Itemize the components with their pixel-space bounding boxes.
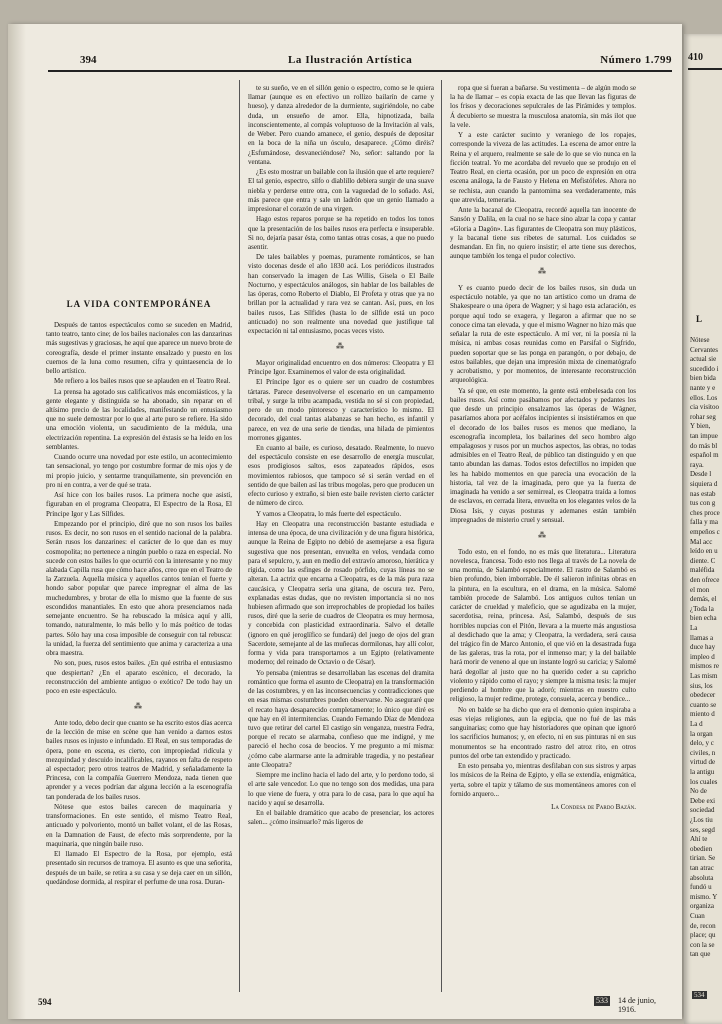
paragraph: Y es cuanto puedo decir de los bailes rusos, sin duda un espectáculo notable, ya que no tan artístico como un drama de Shakespeare o una ópera de Wagner; y si hago esta aclaración, es porque aquí todo se exagera, y llegaron a afirmar que no se conoce cima tan elevada, y que el mismo Wagner no hizo más que señalar la ruta de este espectáculo. A mí ver, ni la poesía ni la música, ni ambas cosas reunidas como en Parsifal o Sigfrido, pueden soportar que se las ponga en parangón, o por debajo, de estos bailables, que dejan una impresión mixta de cinematógrafo y acrobatismo, y por momentos, de interesante reconstrucción arqueológica. [450,284,636,385]
right-page-number: 410 [688,52,703,63]
right-page-line: con la se [690,940,715,949]
right-page-line: sius, los [690,681,713,690]
footer-date: 14 de junio, 1916. [618,996,656,1014]
right-page-line: organiza [690,902,714,911]
page-header [48,50,672,72]
paragraph: De tales bailables y poemas, puramente románticos, se han visto docenas desde el año 1830 acá. Los periódicos ilustrados han conservado la imagen de Las Willis, Gisela o El Baile Nocturno, y espectáculos análogos, sin hablar de los bailables de las óperas, como Roberto el Diablo, El Profeta y otras que ya no brillan por la actualidad y rara vez se cantan. Así, pues, en los bailes rusos, Las Sílfides (hasta lo de sílfide está un poco anticuado) no son realmente una novedad que justifique tal expectación ni tal entusiasmo, pocas veces visto. [248,253,434,336]
paragraph: Cuando ocurre una novedad por este estilo, un acontecimiento tan sensacional, yo tengo por costumbre formar de mis ojos y de mi propio juicio, y sentarme tranquilamente, sin prevención en pro ni en contra, a ver de qué se trata. [46,453,232,489]
right-page-line: bien bida [690,374,716,383]
right-page-line: ellos. Los [690,393,718,402]
section-divider-stars: ⁂ [336,342,346,352]
column-rule [239,80,240,992]
right-page-line: civiles, n [690,748,716,757]
right-page-line: mismos re [690,662,719,671]
right-page-line: español m [690,451,719,460]
right-page-line: ses, segd [690,825,715,834]
right-page-line: mismo. Y [690,892,718,901]
magazine-title: La Ilustración Artística [288,54,413,66]
paragraph: Empezando por el principio, diré que no son rusos los bailes rusos. Es decir, no son rusos en el sentido nacional de la palabra. Serán rusos los danzarines: el carácter de lo que dan es muy cosmopolita; no pertenece a ningún pueblo o raza en especial. No sucede con estos bailes lo que ocurrió con la interesante y no muy alabada Capilla rusa que cómo hace años, creo que en el Teatro de la Zarzuela. Aquella música y aquellos cantos tenían el fuerte y hondo sabor popular que parece impregnar el alma de las muchedumbres, y brotar de ella lo mismo que la fuente de sus escondidos manantiales. En esto que ahora presenciamos nada semejante encuentro. Se ha rebuscado la música aquí y allí, tomando, naturalmente, lo más bello y lo más poético de todas partes. Sólo hay una cosa imposible de conseguir con tal rebusca: la unidad, la fuerza del sentimiento que anima y caracteriza a una obra maestra. [46,519,232,658]
right-page-line: maléfida [690,566,715,575]
page-footer [18,995,672,1013]
right-page-line: impleo d [690,652,715,661]
section-divider-stars: ⁂ [538,267,548,277]
right-page-line: ¿Los tiu [690,816,713,824]
footer-page-number: 594 [38,997,52,1007]
right-page-line: bien echa [690,614,717,623]
right-page-line: obedien [690,844,713,853]
right-page-line: llamas a [690,633,714,642]
right-page-line: Nótese [690,336,710,344]
paragraph: ¿Es esto mostrar un bailable con la ilusión que el arte requiere? El tal genio, espectro, silfo o diablillo debiera surgir de una suave niebla y perderse entre otra, con la vaguedad de lo soñado. Así, más parece que entra y sale un ladrón que un genio llamado a impresionar el corazón de una virgen. [248,168,434,214]
paragraph: Siempre me inclino hacia el lado del arte, y lo perdono todo, si el arte sale vencedor. Lo que no tengo son dos medidas, una para lo que viene de fuera, y otra para lo de casa, para lo que aquí ha nacido y aquí se desarrolla. [248,771,434,807]
paragraph: Todo esto, en el fondo, no es más que literatura... Literatura novelesca, francesa. Todo esto nos llega al través de La novela de una momia, de Salambó especialmente. El rastro de Salambó es bien profundo, bien imborrable. De él salieron infinitas obras en la pintura, en la escultura, en el drama, en la música. Salomé también procede de Salambó. Los antiguos cultos tenían un carácter de crueldad y maleficio, que se agudizaba en la mujer, sacerdotisa, reina, princesa. Así, Salambó, después de sus horribles nupcias con el Pitón, llevara a la muerte más angustiosa al desdichado que la ama; y Cleopatra, la verdadera, será causa del trágico fin de Marco Antonio, el que vió en la desastrada fuga de las galeras, tras la rota, por el inmenso mar; y la del bailable hará morir de veneno al que un instante logró su caricia; y Salomé hará degollar al justo que no ha querido ceder a su capricho violento y rápido como el rayo; y siempre la misma tesis: la mujer perdiendo al hombre que la adoró; mientras en nuestro culto religioso, la mujer redime, protege, consuela, acerca y bendice... [450,547,636,704]
right-section-title-fragment: L [696,314,703,324]
right-page-line: empeños c [690,528,720,536]
right-page-line: falla y ma [690,518,718,527]
right-page-line: la organ [690,729,713,738]
header-page-number: 394 [80,54,97,66]
right-footer-box: 534 [694,991,705,999]
right-page-line: place; qu [690,931,716,940]
right-page-line: sucedido i [690,364,719,373]
author-signature: La Condesa de Pardo Bazán. [551,802,636,811]
paragraph: Ante la bacanal de Cleopatra, recordé aquella tan inocente de Sansón y Dalila, en la cual no se hace sino alzar la copa y cantar «Gloria a Dagón». Las figurantes de Cleopatra son muy plásticos, y la bacanal tiene sus ribetes de saturnal. Los cuidados se desmandan. En fin, no quiero insistir; el arte tiene sus derechos, aunque también los tenga el pudor colectivo. [450,206,636,261]
right-page-line: absoluta [690,873,714,882]
paragraph: Me refiero a los bailes rusos que se aplauden en el Teatro Real. [54,377,231,386]
paragraph: El llamado El Espectro de la Rosa, por ejemplo, está presentado sin recursos de tramoya. El asunto es que una señorita, después de un baile, se retira a su casa y se deja caer en un sillón, quedándose dormida, al respirar el perfume de una rosa. Duran- [46,850,232,886]
right-page-line: Desde l [690,470,712,479]
right-page-line: tirian. Se [690,854,716,863]
paragraph: Ante todo, debo decir que cuanto se ha escrito estos días acerca de la lección de mise en scène que han venido a darnos estos bailes rusos es injusto e infundado. El Real, en sus temporadas de ópera, pone en escena, es cierto, con impropiedad ridícula y mezquindad y descuido incalificables, rayanos en falta de respeto al espectador; pero otros teatros de Madrid, y señaladamente la Princesa, con la compañía Guerrero Mendoza, nada tienen que aprender y a veces podrían dar alguna lección a la escenografía tan ponderada de los bailes rusos. [46,718,232,801]
right-page-line: La [690,624,698,632]
paragraph: El Príncipe Igor es o quiere ser un cuadro de costumbres tártaras. Parece desenvolverse el escenario en un campamento tribal, y surge la tribu acampada, vestida no sé si con propiedad, pero de un modo pintoresco y característico lo mismo. El decorado, del cual tantas alabanzas se han hecho, es infantil y parece, en vez de una serie de tiendas, una hilada de pimientos morrones gigantes. [248,378,434,442]
section-divider-stars: ⁂ [134,702,144,712]
paragraph: ropa que si fueran a bañarse. Su vestimenta – de algún modo se la ha de llamar – es copia exacta de las que llevan las figuras de los frisos y decoraciones sepulcrales de las Pirámides y templos. Á decubierto se muestra la musculosa anatomía, sin más ilot que la vele. [450,84,636,129]
right-page-line: rohar seg [690,412,716,421]
right-page-line: la antigu [690,768,715,776]
right-page-line: ¿Toda la [690,604,714,613]
right-page-line: Cervantes [690,345,718,354]
paragraph: te su sueño, ve en el sillón genio o espectro, como se le quiera llamar (aunque es en efectivo un rollizo bailarín de carne y hueso), y danza alrededor de la durmiente, sugiriéndole, no cabe duda, un ensueño de amor. Ella, hipnotizada, baila inconscientemente, al compás voluptuoso de la Invitación al vals, de Weber. Pero cuando amanece, el genio, después de depositar en la boca de la niña un ósculo, desaparece. ¿Cómo diréis? ¿Esfumándose, desvaneciéndose? No, señor: saltando por la ventana. [248,84,434,166]
right-page-line: sociedad [690,806,715,815]
right-page-line: diente. C [690,556,716,565]
right-page-line: nante y e [690,384,716,392]
paragraph: No en balde se ha dicho que era el demonio quien inspiraba a esas viejas religiones, aun la egipcia, que no fué de las más sanguinarias; como que hay historiadores que opinan que ignoró los sacrificios humanos; y, en efecto, ni en sus pinturas ni en sus monumentos se ha encontrado rastro del atroz rito, en otros puntos del orbe tan extendido y practicado. [450,705,636,760]
right-page-line: Ahí te [690,835,708,844]
right-page-line: nas estab [690,489,716,498]
paragraph: Después de tantos espectáculos como se suceden en Madrid, tanto teatro, tanto cine; de los bailes nacionales con las danzarinas más sugestivas y graciosas, he aquí que aparece un nuevo brote de coreografía, desde el primer instante ensalzado y puesto en los cuernos de la luna como resumen, cifra y quintaesencia de lo bello artístico. [46,320,232,376]
right-page-line: ches proce [690,508,720,517]
right-page-line: tan atrac [690,864,714,872]
paragraph: Ya sé que, en este momento, la gente está embelesada con los bailes rusos. Así como pasábamos por afectados y pedantes los que desde un principio ensalzamos las óperas de Wágner, pasaríamos ahora por acéfalos incipientes si insistiéramos en que el decorado de los bailes rusos es menos que mediano, la escenografía incompleta, los bailarines del seco hombro algo empalagosos y rusos por un muchos aspectos, las obras, no todas admisibles en el Teatro Real, de público tan distinguido y en que tanto abundan las damas. Todos estos defectillos no impiden que les ha habido momentos en que parecía una evocación de la historia, tal vez de la imaginada, pero que ya la fuerza de imaginada ha venido a ser semirreal, es Cleopatra traída a lomos de esclavos, en cerrada litera, envuelta en los elegantes velos de la Diosa Isis, y cuyas posturas y ademanes están también impregnados de misterio cruel y sensual. [450,386,636,524]
right-page-line: No de [690,787,707,796]
column-2 [248,84,434,989]
right-page-line: La d [690,720,703,728]
paragraph: No son, pues, rusos estos bailes. ¿En qué estriba el entusiasmo que despiertan? ¿En el aparato escénico, el decorado, la reconstrucción del ambiente antiguo o exótico? De todo hay un poco en este espectáculo. [46,659,232,696]
right-page-line: raya. [690,460,704,469]
right-page-line: de, recon [690,921,716,930]
paragraph: En el bailable dramático que acabo de presenciar, los actores salen... ¿cómo insinuarlo? más ligeros de [248,809,434,827]
paragraph: Y a este carácter sucinto y veraniego de los ropajes, corresponde la viveza de las actitudes. La escena de amor entre la Reina y el arquero, realmente se sale de lo que se vio nunca en la ficción teatral. Yo me acordaba del revuelo que se produjo en el Teatro Real, en cierta ocasión, por un poco de expresión en otra escena análoga, la de Fausto y Helena en Mefistófeles. Ahora no se rechista, aun cuando la pantomima sea verdaderamente, más que atrevida, temeraria. [450,131,636,204]
right-page-line: tus con g [690,499,716,508]
paragraph: Hay en Cleopatra una reconstrucción bastante estudiada e intensa de una época, de una civilización y de una figura histórica, aunque la Reina de Egipto no debió de asemejarse a esa figura sugestiva que nos presentan, envuelta en velos, vendada como para el sepulcro, y, aun en medio del extravío amoroso, hierática y rígida, como las esfinges de rosado pórfido, cuyas líneas no se alteran. La actriz que encarna a Cleopatra, es de la más pura raza caucásica, y Cleopatra sería una gitana, de oscura tez. Pero, explanadas estas dudas, que no revisten importancia si no nos hubiesen afirmado que son irreprochables de propiedad los bailes rusos, diré que la serie de cuadros de Cleopatra es muy hermosa, y concebida con plasticidad extraordinaria. Salvo el detalle (ignoro en qué jeroglífico se fundará) del juego de ojos del gran Sacerdote, semejante al de las muñecas dormilonas, hay allí color, forma y vida para transportarnos a un Egipto (relativamente moderno; del reinado de Octavio o de César). [248,519,434,667]
paragraph: En esto pensaba yo, mientras desfilaban con sus sistros y arpas los músicos de la Reina de Egipto, y ella se extendía, enigmática, yerta, sobre el tapiz y tálamo de sus momentáneos amores con el fornido arquero... [450,762,636,798]
footer-number-box: 533 [596,996,608,1005]
paragraph: Yo pensaba (mientras se desarrollaban las escenas del dramita romántico que forma el asunto de Cleopatra) en la transformación de las costumbres, y en las inconsecuencias y contradicciones que en esas mismas costumbres pueden observarse. No aseguraré que el recato haya desaparecido completamente; lo único que diré es que hay en él intermitencias. Cuando Fernando Díaz de Mendoza tuvo que retirar del cartel El castigo sin venganza, nuestra Fedra, porque el recato se alarmaba, confieso que me indigné, y me pareció el hecho cosa de beocios. Y me pregunto a mí misma: ¿cómo cabe alarmarse ante la admirable tragedia, y no pestañear ante Cleopatra? [248,668,434,769]
right-page-line: miento d [690,710,715,719]
right-page-line: cuanto se [690,700,717,709]
paragraph: La prensa ha agotado sus calificativos más encomiásticos, y la gente elegante y distinguida se ha abonado, sin reparar en el altísimo precio de las localidades, manifestando un entusiasmo que no suele demostrar por lo que al arte puro se refiere. Ha sido una emoción violenta, un sacudimiento de la médula, una electrización repentina. La expresión del éxtasis se ha leído en los semblantes. [46,387,232,451]
right-page-line: demás, el [690,595,717,604]
right-page-line: siquiera d [690,480,718,488]
right-page-line: actual sie [690,355,717,364]
right-page-line: den ofrece [690,576,720,584]
paragraph: Así hice con los bailes rusos. La primera noche que asistí, figuraban en el programa Cleopatra, El Espectro de la Rosa, El Príncipe Igor y Las Sílfides. [46,491,232,518]
paragraph: Hago estos reparos porque se ha repetido en todos los tonos que la presentación de los bailes rusos era perfecta e insuperable. Si no, dejaría pasar ésta, como tantas otras cosas, a que no puedo asentir. [248,215,434,251]
right-page-line: delo, y c [690,739,714,748]
right-page-line: el mon [690,585,710,594]
right-page-line: cia visitoo [690,403,719,412]
column-rule [441,80,442,992]
right-header-rule [688,68,722,70]
right-page-line: fundó u [690,883,712,892]
right-page-line: Mal acc [690,537,713,546]
right-page-line: los cuales [690,777,718,786]
right-page-line: Debe exi [690,796,716,805]
issue-number: Número 1.799 [600,54,672,66]
paragraph: En cuanto al baile, es curioso, desatado. Realmente, lo nuevo del espectáculo consiste en ese desarrollo de energía muscular, esos prodigiosos saltos, esos zapateados rápidos, esos movimientos rabiosos, que tampoco sé si serán verdad en el sentido de que bailen así las tribus mogolas, pero que producen un efecto curioso y extraño, si bien este baile revisten cierto carácter de número de circo. [248,443,434,508]
section-title: LA VIDA CONTEMPORÁNEA [66,299,212,309]
right-page-line: virtud de [690,758,716,767]
paragraph: Nótese que estos bailes carecen de maquinaria y transformaciones. En este sentido, el mismo Teatro Real, anticuado y polvoriento, montó un ballet volant, el de las Rosas, en la Damnation de Faust, de efecto más sorprendente, por la maquinaria, que ningún baile ruso. [46,802,232,848]
right-page-line: tan impue [690,432,718,440]
left-page [8,24,682,1019]
right-page-edge [684,34,722,1024]
column-1 [46,84,232,989]
paragraph: Y vamos a Cleopatra, lo más fuerte del espectáculo. [256,509,402,518]
right-page-line: Las mism [690,672,718,680]
right-page-line: Cuan [690,912,705,920]
right-page-line: leído en u [690,547,718,556]
right-page-line: Y bien, [690,422,711,431]
right-page-line: duce hay [690,643,716,652]
paragraph: Mayor originalidad encuentro en dos números: Cleopatra y El Príncipe Igor. Examinemos el valor de esta originalidad. [248,358,434,377]
right-page-line: tan que [690,950,711,959]
right-page-line: do más bl [690,441,718,450]
column-3 [450,84,636,989]
right-page-line: obedecer [690,691,716,700]
section-divider-stars: ⁂ [538,531,548,541]
